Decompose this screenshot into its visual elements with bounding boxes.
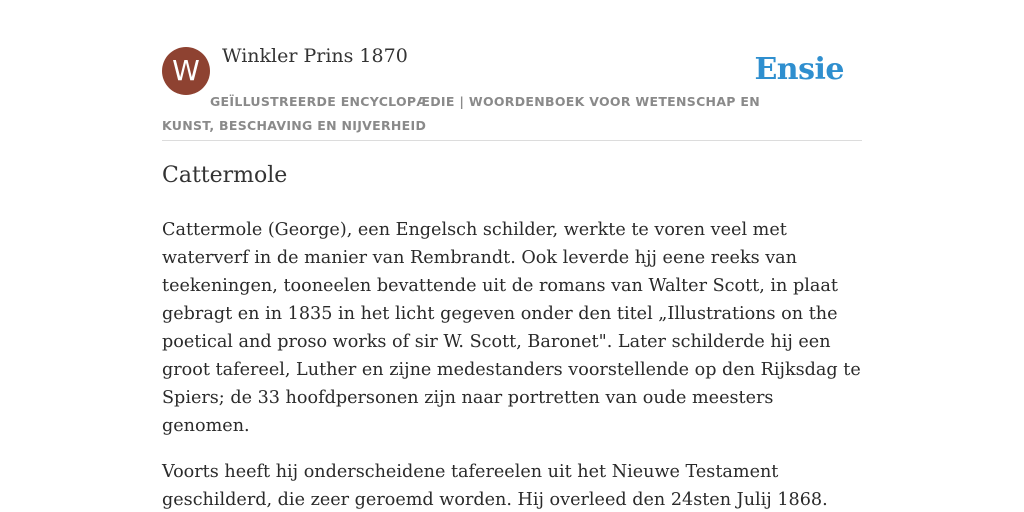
article-paragraph: Voorts heeft hij onderscheidene tafereelen uit het Nieuwe Testament geschilderd, die zeer geroemd worden. Hij overleed den 24sten Julij 1868. (162, 462, 828, 510)
ensie-logo[interactable]: Ensie (754, 52, 844, 87)
source-subtitle: GEÏLLUSTREERDE ENCYCLOPÆDIE | WOORDENBOEK VOOR WETENSCHAP EN KUNST, BESCHAVING EN NIJVERHEID (162, 94, 760, 133)
content-column (162, 0, 862, 510)
article-title: Cattermole (162, 163, 288, 188)
page-header (162, 0, 862, 141)
source-avatar[interactable]: W (162, 47, 210, 95)
article-body (162, 216, 866, 512)
article-paragraph: Cattermole (George), een Engelsch schilder, werkte te voren veel met waterverf in de manier van Rembrandt. Ook leverde hjj eene reeks van teekeningen, tooneelen bevattende uit de romans van Walter Scott, in plaat gebragt en in 1835 in het licht gegeven onder den titel „Illustrations on the poetical and proso works of sir W. Scott, Baronet". Later schilderde hij een groot tafereel, Luther en zijne medestanders voorstellende op den Rijksdag te Spiers; de 33 hoofdpersonen zijn naar portretten van oude meesters genomen. (162, 220, 861, 436)
source-title-link[interactable]: Winkler Prins 1870 (222, 45, 408, 67)
